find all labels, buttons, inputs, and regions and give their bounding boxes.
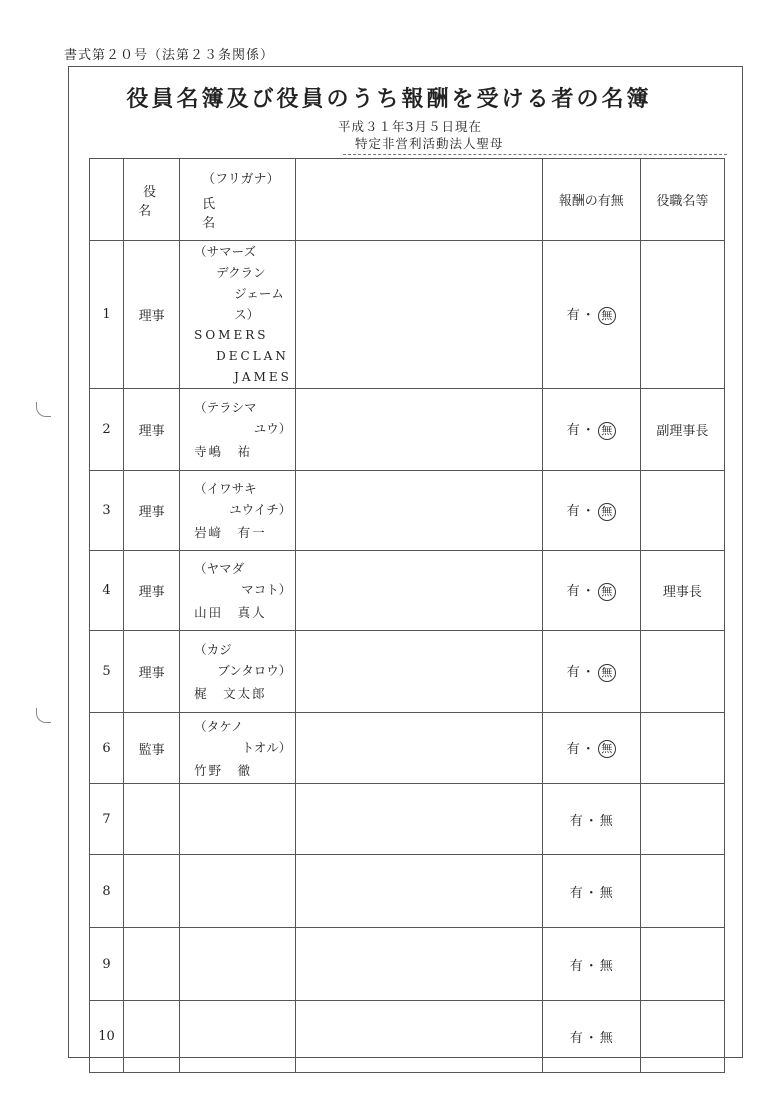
table-row	[90, 471, 725, 551]
row-position	[640, 928, 724, 1001]
name-line: 山田 真人	[194, 605, 267, 620]
organization-name: 特定非営利活動法人聖母	[343, 134, 727, 155]
circled-no-mark: 無	[598, 583, 616, 601]
row-address	[296, 1001, 542, 1073]
row-pay: 有 ・ 無	[542, 784, 640, 855]
as-of-date: 平成３１年3月５日現在	[338, 119, 482, 134]
table-row	[90, 784, 725, 855]
name-kana-line: マコト）	[241, 582, 292, 597]
row-name	[180, 471, 296, 551]
document-title: 役員名簿及び役員のうち報酬を受ける者の名簿	[126, 87, 652, 112]
row-pay: 有 ・ 無	[542, 631, 640, 713]
row-pay: 有 ・ 無	[542, 1001, 640, 1073]
name-kana-line: ジェームス）	[234, 286, 284, 322]
row-number: 7	[90, 784, 124, 855]
table-row	[90, 389, 725, 471]
row-name	[180, 241, 296, 389]
name-kana-line: （タケノ	[194, 718, 244, 734]
name-line: 岩﨑 有一	[194, 525, 267, 540]
row-position	[640, 1001, 724, 1073]
circled-no-mark: 無	[598, 664, 616, 682]
punch-hole-mark	[36, 402, 51, 417]
name-kana-line: （イワサキ	[194, 481, 257, 496]
row-name	[180, 389, 296, 471]
row-role: 理事	[124, 241, 180, 389]
row-position	[640, 471, 724, 551]
header-number	[90, 159, 124, 241]
row-pay: 有 ・ 無	[542, 471, 640, 551]
name-kana-line: ユウ）	[253, 421, 292, 436]
row-number: 4	[90, 551, 124, 631]
table-row	[90, 631, 725, 713]
name-line: 竹野 徹	[194, 762, 253, 778]
row-position	[640, 631, 724, 713]
row-role	[124, 784, 180, 855]
row-pay: 有 ・ 無	[542, 241, 640, 389]
row-address	[296, 471, 542, 551]
row-name	[180, 928, 296, 1001]
row-role: 理事	[124, 631, 180, 713]
name-line: 寺嶋 祐	[194, 444, 253, 459]
header-pay: 報酬の有無	[542, 159, 640, 241]
row-name	[180, 631, 296, 713]
row-number: 8	[90, 855, 124, 928]
row-position: 理事長	[640, 551, 724, 631]
table-row	[90, 855, 725, 928]
name-kana-line: デクラン	[216, 265, 266, 280]
row-role: 理事	[124, 471, 180, 551]
row-address	[296, 631, 542, 713]
name-kana-line: （テラシマ	[194, 400, 257, 415]
row-number: 9	[90, 928, 124, 1001]
row-number: 2	[90, 389, 124, 471]
row-role	[124, 1001, 180, 1073]
row-address	[296, 241, 542, 389]
row-name	[180, 784, 296, 855]
row-name	[180, 855, 296, 928]
name-line: JAMES	[234, 370, 292, 384]
table-row	[90, 241, 725, 389]
row-role: 理事	[124, 551, 180, 631]
row-pay: 有 ・ 無	[542, 855, 640, 928]
row-pay: 有 ・ 無	[542, 551, 640, 631]
row-address	[296, 855, 542, 928]
row-name	[180, 551, 296, 631]
row-name	[180, 1001, 296, 1073]
table-header-row	[90, 159, 725, 241]
row-address	[296, 551, 542, 631]
row-name	[180, 713, 296, 784]
name-line: SOMERS	[194, 328, 269, 342]
header-name-label: 氏名	[202, 197, 252, 231]
row-number: 5	[90, 631, 124, 713]
table-row	[90, 713, 725, 784]
row-position	[640, 713, 724, 784]
row-address	[296, 713, 542, 784]
table-row	[90, 1001, 725, 1073]
row-number: 3	[90, 471, 124, 551]
punch-hole-mark	[36, 708, 51, 723]
table-row	[90, 551, 725, 631]
name-kana-line: （カジ	[194, 642, 232, 657]
circled-no-mark: 無	[598, 740, 616, 758]
row-position: 副理事長	[640, 389, 724, 471]
name-kana-line: ユウイチ）	[229, 502, 292, 517]
row-number: 6	[90, 713, 124, 784]
circled-no-mark: 無	[598, 422, 616, 440]
row-address	[296, 928, 542, 1001]
row-role: 理事	[124, 389, 180, 471]
name-kana-line: （ヤマダ	[194, 561, 245, 576]
row-pay: 有 ・ 無	[542, 713, 640, 784]
officer-roster-table	[89, 158, 725, 1073]
table-row	[90, 928, 725, 1001]
header-address	[296, 159, 542, 241]
name-kana-line: トオル）	[241, 739, 292, 755]
header-role: 役名	[124, 159, 180, 241]
circled-no-mark: 無	[598, 503, 616, 521]
name-line: 梶 文太郎	[194, 686, 267, 701]
name-kana-line: （サマーズ	[194, 244, 257, 259]
name-kana-line: ブンタロウ）	[217, 663, 292, 678]
circled-no-mark: 無	[598, 307, 616, 325]
row-position	[640, 855, 724, 928]
row-role	[124, 928, 180, 1001]
form-identifier: 書式第２０号（法第２３条関係）	[64, 48, 275, 63]
row-pay: 有 ・ 無	[542, 389, 640, 471]
header-name	[180, 159, 296, 241]
header-name-kana: （フリガナ）	[202, 172, 280, 187]
row-position	[640, 784, 724, 855]
header-position: 役職名等	[640, 159, 724, 241]
row-address	[296, 389, 542, 471]
row-number: 1	[90, 241, 124, 389]
row-role: 監事	[124, 713, 180, 784]
row-position	[640, 241, 724, 389]
row-pay: 有 ・ 無	[542, 928, 640, 1001]
row-role	[124, 855, 180, 928]
row-number: 10	[90, 1001, 124, 1073]
row-address	[296, 784, 542, 855]
name-line: DECLAN	[216, 349, 289, 363]
